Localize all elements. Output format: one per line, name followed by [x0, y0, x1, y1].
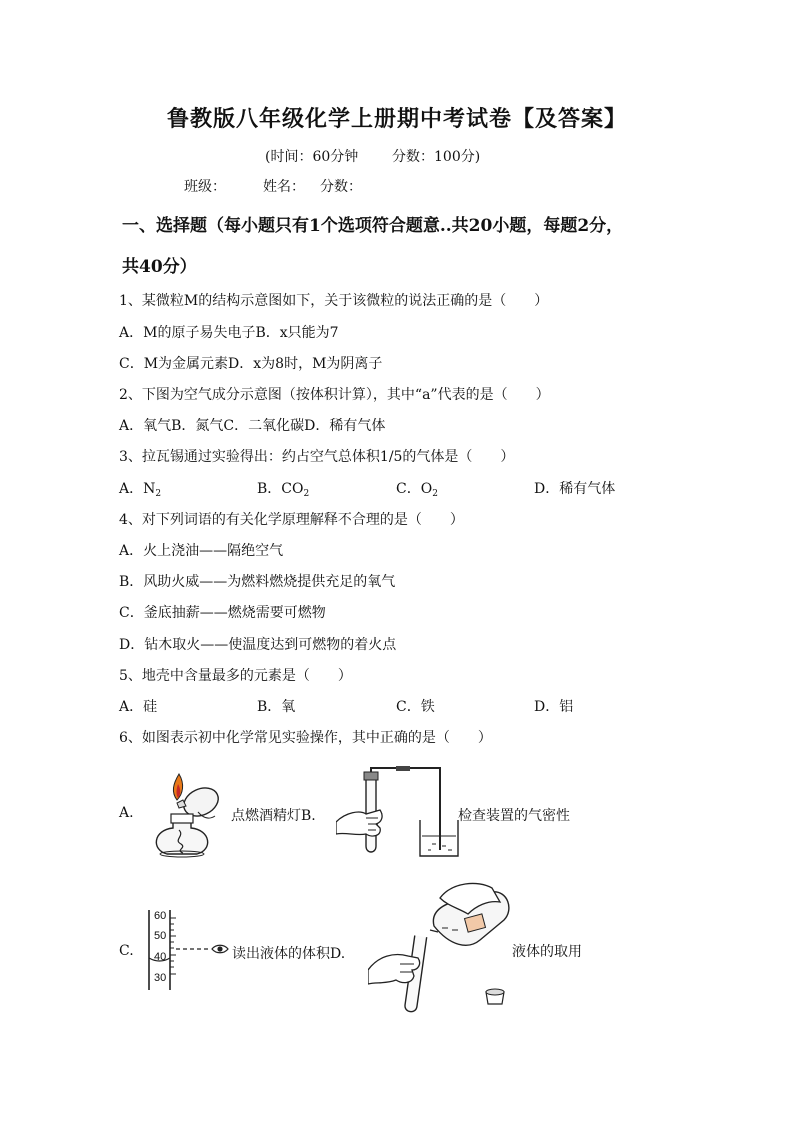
- score-label: 分数：: [320, 179, 362, 195]
- q2-options: A．氧气B．氮气C．二氧化碳D．稀有气体: [119, 418, 386, 434]
- airtight-check-image: [336, 766, 460, 858]
- cylinder-image: [146, 908, 234, 992]
- q4-option-b: B．风助火威——为燃料燃烧提供充足的氧气: [119, 574, 396, 590]
- q6-label-a: A.: [119, 805, 134, 821]
- name-label: 姓名：: [263, 179, 305, 195]
- q5-option-c: C．铁: [396, 699, 435, 715]
- class-label: 班级：: [184, 179, 226, 195]
- q6-text-d: 液体的取用: [512, 944, 582, 960]
- q4-option-a: A．火上浇油——隔绝空气: [119, 543, 284, 559]
- q6-label-c: C.: [119, 943, 134, 959]
- q3-option-d: D．稀有气体: [534, 481, 616, 497]
- question-3: 3、拉瓦锡通过实验得出：约占空气总体积1/5的气体是（ ）: [119, 449, 515, 465]
- exam-score: 分数：100分): [392, 149, 481, 165]
- cylinder-tick-50: 50: [154, 930, 167, 942]
- q6-text-b: 检查装置的气密性: [458, 808, 570, 824]
- q4-option-d: D．钻木取火——使温度达到可燃物的着火点: [119, 637, 397, 653]
- question-6: 6、如图表示初中化学常见实验操作，其中正确的是（ ）: [119, 730, 492, 746]
- page-title: 鲁教版八年级化学上册期中考试卷【及答案】: [166, 106, 627, 132]
- cylinder-tick-40: 40: [154, 951, 167, 963]
- q5-option-d: D．铝: [534, 699, 574, 715]
- q3-option-b: B．$CO_2$: [257, 481, 310, 499]
- question-5: 5、地壳中含量最多的元素是（ ）: [119, 668, 352, 684]
- q5-option-a: A．硅: [119, 699, 158, 715]
- q1-options-cd: C．M为金属元素D．x为8时，M为阴离子: [119, 356, 383, 372]
- exam-time: (时间：60分钟: [265, 149, 359, 165]
- q1-options-ab: A．M的原子易失电子B．x只能为7: [119, 325, 339, 341]
- question-1: 1、某微粒M的结构示意图如下，关于该微粒的说法正确的是（ ）: [119, 293, 549, 309]
- liquid-pouring-image: [368, 880, 514, 1016]
- q6-text-c: 读出液体的体积D.: [232, 946, 346, 962]
- cylinder-tick-60: 60: [154, 910, 167, 922]
- cylinder-tick-30: 30: [154, 972, 167, 984]
- q6-text-a: 点燃酒精灯B.: [231, 808, 316, 824]
- section-heading-cont: 共40分）: [122, 257, 197, 277]
- q5-option-b: B．氧: [257, 699, 296, 715]
- q3-option-c: C．$O_2$: [396, 481, 438, 499]
- section-heading: 一、选择题（每小题只有1个选项符合题意..共20小题，每题2分，: [122, 216, 624, 236]
- question-4: 4、对下列词语的有关化学原理解释不合理的是（ ）: [119, 512, 464, 528]
- question-2: 2、下图为空气成分示意图（按体积计算），其中“a”代表的是（ ）: [119, 387, 550, 403]
- q3-option-a: A．$N_2$: [119, 481, 162, 499]
- alcohol-lamp-image: [143, 770, 231, 860]
- q4-option-c: C．釜底抽薪——燃烧需要可燃物: [119, 605, 326, 621]
